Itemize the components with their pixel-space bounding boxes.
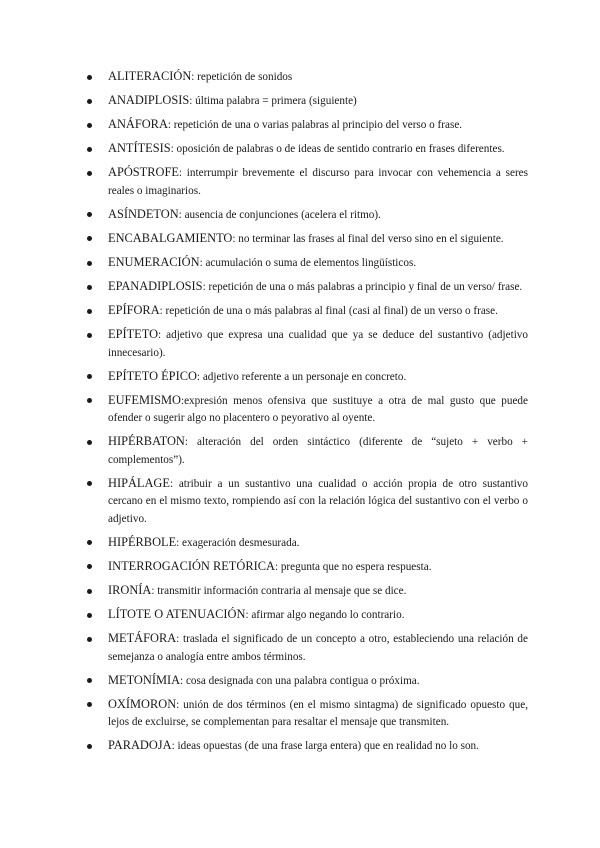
definition-text: : no terminar las frases al final del verso sino en el siguiente.	[232, 232, 504, 245]
list-item	[82, 582, 528, 600]
term-label: EPÍFORA	[108, 303, 160, 318]
definition-text: : repetición de una o más palabras a principio y final de un verso/ frase.	[202, 281, 523, 294]
definition-text: : interrumpir brevemente el discurso para invocar con vehemencia a seres reales o imaginarios.	[108, 167, 528, 197]
bullet-icon	[87, 398, 92, 403]
bullet-icon	[87, 123, 92, 128]
term-label: LÍTOTE O ATENUACIÓN	[108, 607, 246, 622]
list-item	[82, 254, 528, 272]
bullet-icon	[87, 147, 92, 152]
term-label: HIPÁLAGE	[108, 475, 170, 490]
bullet-icon	[87, 236, 92, 241]
list-item	[82, 164, 528, 200]
bullet-icon	[87, 564, 92, 569]
list-item	[82, 68, 528, 86]
term-label: EPANADIPLOSIS	[108, 279, 203, 294]
definition-text: : traslada el significado de un concepto a otro, estableciendo una relación de semejanza o analogía entre ambos términos.	[108, 633, 528, 663]
definition-text: : acumulación o suma de elementos lingüísticos.	[199, 257, 417, 270]
term-label: ANTÍTESIS	[108, 141, 171, 156]
term-label: ASÍNDETON	[108, 206, 179, 221]
list-item	[82, 206, 528, 224]
definition-text: : repetición de una o más palabras al final (casi al final) de un verso o frase.	[159, 305, 498, 318]
bullet-icon	[87, 613, 92, 618]
list-item	[82, 368, 528, 386]
list-item	[82, 696, 528, 732]
term-label: ANADIPLOSIS	[108, 93, 190, 108]
bullet-icon	[87, 309, 92, 314]
term-label: ENUMERACIÓN	[108, 255, 200, 270]
list-item	[82, 116, 528, 134]
bullet-icon	[87, 99, 92, 104]
list-item	[82, 433, 528, 469]
bullet-icon	[87, 702, 92, 707]
bullet-icon	[87, 171, 92, 176]
definition-text: : ausencia de conjunciones (acelera el ritmo).	[178, 208, 381, 221]
term-label: OXÍMORON	[108, 696, 177, 711]
list-item	[82, 140, 528, 158]
term-label: EPÍTETO ÉPICO	[108, 368, 197, 383]
list-item	[82, 606, 528, 624]
term-label: EUFEMISMO	[108, 392, 181, 407]
bullet-icon	[87, 374, 92, 379]
term-label: IRONÍA	[108, 583, 152, 598]
term-label: METONÍMIA	[108, 672, 181, 687]
list-item	[82, 302, 528, 320]
bullet-icon	[87, 637, 92, 642]
definition-text: : alteración del orden sintáctico (diferente de “sujeto + verbo + complementos”).	[108, 436, 528, 466]
bullet-icon	[87, 212, 92, 217]
definition-text: : unión de dos términos (en el mismo sintagma) de significado opuesto que, lejos de excluirse, se complementan para resaltar el mensaje que transmiten.	[108, 698, 528, 729]
rhetorical-figures-list	[82, 68, 528, 761]
bullet-icon	[87, 285, 92, 290]
definition-text: : transmitir información contraria al mensaje que se dice.	[151, 585, 407, 598]
term-label: METÁFORA	[108, 631, 177, 646]
term-label: APÓSTROFE	[108, 165, 179, 180]
list-item	[82, 326, 528, 362]
list-item	[82, 392, 528, 428]
bullet-icon	[87, 261, 92, 266]
list-item	[82, 230, 528, 248]
bullet-icon	[87, 481, 92, 486]
list-item	[82, 672, 528, 690]
definition-text: : última palabra = primera (siguiente)	[189, 95, 357, 108]
definition-text: : adjetivo referente a un personaje en concreto.	[196, 370, 407, 383]
bullet-icon	[87, 744, 92, 749]
definition-text: : pregunta que no espera respuesta.	[274, 560, 432, 573]
list-item	[82, 278, 528, 296]
definition-text: :expresión menos ofensiva que sustituye a otra de mal gusto que puede ofender o sugerir algo no placentero o peyorativo al oyente.	[108, 394, 528, 425]
definition-text: : repetición de una o varias palabras al principio del verso o frase.	[167, 119, 463, 132]
definition-text: : atribuir a un sustantivo una cualidad o acción propia de otro sustantivo cercano en el mismo texto, rompiendo así con la relación lógica del sustantivo con el verbo o adjetivo.	[108, 477, 528, 525]
bullet-icon	[87, 75, 92, 80]
definition-text: : oposición de palabras o de ideas de sentido contrario en frases diferentes.	[170, 143, 505, 156]
term-label: HIPÉRBATON	[108, 434, 185, 449]
list-item	[82, 92, 528, 110]
list-item	[82, 737, 528, 755]
definition-text: : cosa designada con una palabra contigua o próxima.	[180, 674, 420, 687]
term-label: INTERROGACIÓN RETÓRICA	[108, 558, 275, 573]
term-label: ENCABALGAMIENTO	[108, 230, 233, 245]
definition-text: : afirmar algo negando lo contrario.	[245, 609, 405, 622]
list-item	[82, 630, 528, 666]
term-label: EPÍTETO	[108, 327, 159, 342]
definition-text: : ideas opuestas (de una frase larga entera) que en realidad no lo son.	[171, 740, 479, 753]
term-label: ANÁFORA	[108, 117, 168, 132]
term-label: PARADOJA	[108, 738, 172, 753]
list-item	[82, 475, 528, 528]
term-label: ALITERACIÓN	[108, 69, 192, 83]
definition-text: : adjetivo que expresa una cualidad que ya se deduce del sustantivo (adjetivo innecesario).	[108, 329, 528, 359]
bullet-icon	[87, 333, 92, 338]
bullet-icon	[87, 540, 92, 545]
bullet-icon	[87, 589, 92, 594]
bullet-icon	[87, 678, 92, 683]
list-item	[82, 558, 528, 576]
definition-text: : exageración desmesurada.	[176, 536, 300, 549]
term-label: HIPÉRBOLE	[108, 534, 177, 549]
definition-text: : repetición de sonidos	[191, 71, 293, 83]
bullet-icon	[87, 440, 92, 445]
list-item	[82, 534, 528, 552]
